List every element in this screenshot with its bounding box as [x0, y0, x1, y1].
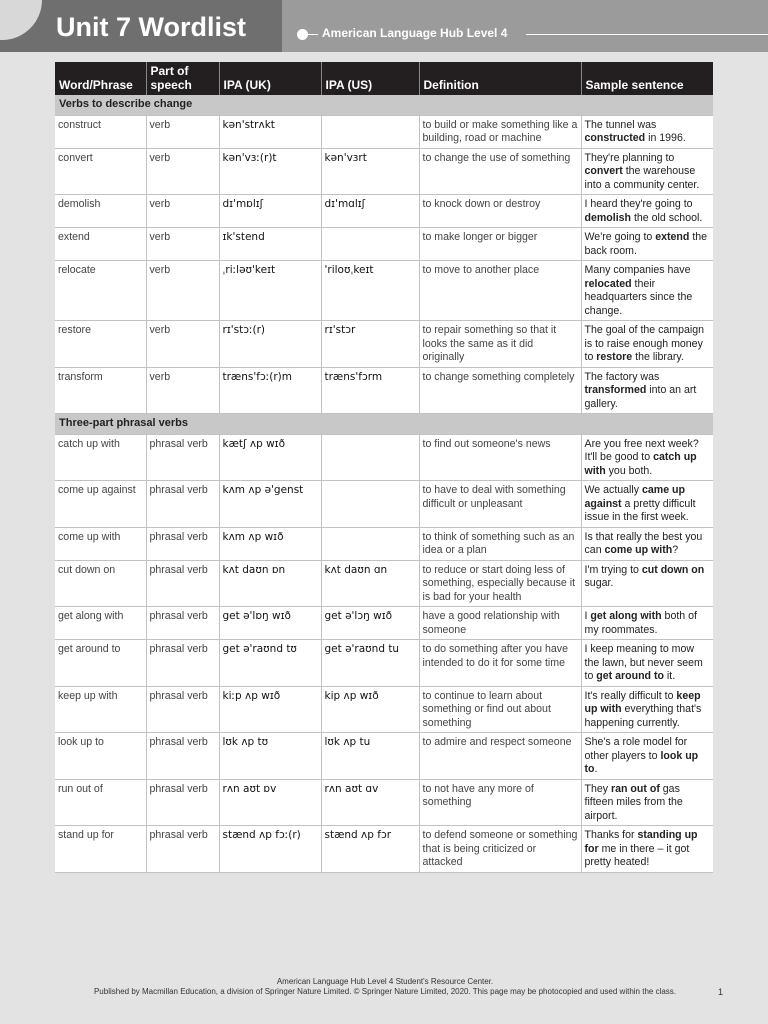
sentence-text: both of my roommates.: [584, 610, 697, 636]
ipa-us-cell: kən'vɜrt: [321, 148, 419, 195]
highlighted-phrase: standing up for: [584, 829, 698, 855]
definition-cell: to not have any more of something: [419, 779, 581, 826]
sentence-text: their headquarters since the change.: [584, 277, 693, 317]
definition-cell: to continue to learn about something or find out about something: [419, 686, 581, 733]
sentence-text: everything that's happening currently.: [584, 703, 702, 729]
highlighted-phrase: constructed: [584, 132, 646, 144]
sample-sentence-cell: [581, 321, 713, 368]
footer-line-2: Published by Macmillan Education, a division of Springer Nature Limited. © Springer Nature Limited, 2020. This page may be photocopied and used within the class.: [93, 987, 677, 996]
word-cell: relocate: [55, 261, 146, 321]
sample-sentence-cell: [581, 261, 713, 321]
title-box: [0, 0, 282, 52]
sentence-text: Many companies have: [584, 264, 691, 276]
sentence-text: We're going to: [584, 231, 656, 243]
sample-sentence-cell: [581, 115, 713, 148]
definition-cell: to make longer or bigger: [419, 228, 581, 261]
page-title: Unit 7 Wordlist: [56, 12, 247, 42]
word-cell: demolish: [55, 195, 146, 228]
sentence-text: I'm trying to: [584, 563, 642, 576]
decorative-circle-icon: [0, 0, 42, 40]
definition-cell: to have to deal with something difficult or unpleasant: [419, 481, 581, 528]
sentence-text: It's really difficult to: [584, 689, 677, 702]
definition-cell: to find out someone's news: [419, 434, 581, 481]
page-number: 1: [718, 987, 724, 997]
sentence-text: We actually: [584, 484, 643, 496]
sentence-text: Is that really the best you can: [584, 530, 703, 556]
table-row: [55, 607, 713, 640]
highlighted-phrase: look up to: [584, 749, 699, 775]
ipa-us-cell: rʌn aʊt ɑv: [321, 779, 419, 826]
ipa-uk-cell: kʌm ʌp wɪð: [219, 527, 321, 560]
table-row: [55, 640, 713, 687]
word-cell: cut down on: [55, 560, 146, 607]
definition-cell: to reduce or start doing less of something, especially because it is bad for your health: [419, 560, 581, 607]
table-row: [55, 261, 713, 321]
footer-line-1: American Language Hub Level 4 Student's Resource Center.: [276, 977, 494, 986]
table-row: [55, 481, 713, 528]
definition-cell: have a good relationship with someone: [419, 607, 581, 640]
sentence-text: I heard they're going to: [584, 198, 693, 210]
definition-cell: to admire and respect someone: [419, 733, 581, 780]
column-header-ipa-us: IPA (US): [321, 62, 419, 95]
sample-sentence-cell: [581, 640, 713, 687]
sentence-text: you both.: [605, 464, 653, 477]
definition-cell: to change the use of something: [419, 148, 581, 195]
ipa-us-cell: kip ʌp wɪð: [321, 686, 419, 733]
column-header-pos: Part of speech: [146, 62, 219, 95]
table-row: [55, 115, 713, 148]
definition-cell: to knock down or destroy: [419, 195, 581, 228]
sample-sentence-cell: [581, 434, 713, 481]
word-cell: get along with: [55, 607, 146, 640]
wordlist-container: [55, 62, 713, 873]
word-cell: stand up for: [55, 826, 146, 873]
highlighted-phrase: convert: [584, 165, 623, 177]
word-cell: look up to: [55, 733, 146, 780]
table-row: [55, 560, 713, 607]
sentence-text: She's a role model for other players to: [584, 736, 688, 762]
table-row: [55, 826, 713, 873]
ipa-uk-cell: get ə'lɒŋ wɪð: [219, 607, 321, 640]
section-title: Three-part phrasal verbs: [55, 414, 713, 435]
sample-sentence-cell: [581, 607, 713, 640]
page-header: [0, 0, 768, 52]
ipa-us-cell: kʌt daʊn ɑn: [321, 560, 419, 607]
pos-cell: phrasal verb: [146, 640, 219, 687]
sentence-text: the library.: [632, 351, 684, 363]
sentence-text: a pretty difficult issue in the first week.: [584, 497, 696, 523]
sentence-text: in 1996.: [645, 132, 686, 144]
sample-sentence-cell: [581, 733, 713, 780]
ipa-uk-cell: kʌm ʌp ə'genst: [219, 481, 321, 528]
word-cell: catch up with: [55, 434, 146, 481]
pos-cell: phrasal verb: [146, 527, 219, 560]
highlighted-phrase: transformed: [584, 384, 647, 396]
pos-cell: phrasal verb: [146, 560, 219, 607]
ipa-us-cell: [321, 228, 419, 261]
sample-sentence-cell: [581, 826, 713, 873]
ipa-uk-cell: rɪ'stɔː(r): [219, 321, 321, 368]
word-cell: run out of: [55, 779, 146, 826]
sample-sentence-cell: [581, 779, 713, 826]
pos-cell: verb: [146, 148, 219, 195]
word-cell: construct: [55, 115, 146, 148]
sentence-text: me in there – it got pretty heated!: [584, 842, 690, 868]
sentence-text: the old school.: [631, 211, 703, 224]
ipa-uk-cell: kʌt daʊn ɒn: [219, 560, 321, 607]
ipa-us-cell: træns'fɔrm: [321, 367, 419, 414]
table-row: [55, 195, 713, 228]
word-cell: come up with: [55, 527, 146, 560]
ipa-uk-cell: træns'fɔː(r)m: [219, 367, 321, 414]
ipa-us-cell: [321, 481, 419, 528]
sentence-text: the warehouse into a community center.: [584, 165, 700, 191]
section-row: [55, 414, 713, 435]
ipa-us-cell: dɪ'mɑlɪʃ: [321, 195, 419, 228]
table-row: [55, 321, 713, 368]
highlighted-phrase: relocated: [584, 277, 632, 290]
sentence-text: The goal of the campaign is to raise enough money to: [584, 324, 705, 363]
sentence-text: Are you free next week? It'll be good to: [584, 437, 699, 463]
sentence-text: They're planning to: [584, 151, 675, 164]
column-header-word: Word/Phrase: [55, 62, 146, 95]
sentence-text: .: [594, 763, 598, 775]
table-row: [55, 367, 713, 414]
highlighted-phrase: get along with: [590, 610, 662, 622]
sentence-text: They: [584, 782, 611, 795]
table-row: [55, 779, 713, 826]
ipa-uk-cell: kætʃ ʌp wɪð: [219, 434, 321, 481]
ipa-uk-cell: rʌn aʊt ɒv: [219, 779, 321, 826]
sentence-text: The factory was: [584, 370, 660, 383]
pos-cell: phrasal verb: [146, 686, 219, 733]
highlighted-phrase: demolish: [584, 211, 632, 224]
highlighted-phrase: get around to: [596, 670, 664, 682]
ipa-uk-cell: kən'strʌkt: [219, 115, 321, 148]
header-rule: [526, 34, 768, 35]
sample-sentence-cell: [581, 481, 713, 528]
ipa-us-cell: [321, 434, 419, 481]
ipa-uk-cell: kən'vɜː(r)t: [219, 148, 321, 195]
page-subtitle: American Language Hub Level 4: [322, 26, 508, 40]
ipa-uk-cell: get ə'raʊnd tʊ: [219, 640, 321, 687]
sentence-text: it.: [663, 670, 676, 682]
ipa-us-cell: stænd ʌp fɔr: [321, 826, 419, 873]
ipa-uk-cell: stænd ʌp fɔː(r): [219, 826, 321, 873]
sentence-text: ?: [672, 544, 679, 556]
ipa-us-cell: [321, 527, 419, 560]
highlighted-phrase: come up with: [604, 544, 673, 556]
section-row: [55, 95, 713, 115]
sample-sentence-cell: [581, 686, 713, 733]
pos-cell: verb: [146, 115, 219, 148]
table-header-row: [55, 62, 713, 95]
highlighted-phrase: catch up with: [584, 451, 697, 477]
sample-sentence-cell: [581, 527, 713, 560]
table-row: [55, 733, 713, 780]
sample-sentence-cell: [581, 367, 713, 414]
ipa-uk-cell: kiːp ʌp wɪð: [219, 686, 321, 733]
table-body: [55, 95, 713, 872]
sentence-text: gas fifteen miles from the airport.: [584, 782, 683, 822]
pos-cell: phrasal verb: [146, 733, 219, 780]
section-title: Verbs to describe change: [55, 95, 713, 115]
ipa-uk-cell: ˌriːləʊ'keɪt: [219, 261, 321, 321]
sample-sentence-cell: [581, 560, 713, 607]
definition-cell: to do something after you have intended to do it for some time: [419, 640, 581, 687]
word-cell: restore: [55, 321, 146, 368]
pos-cell: phrasal verb: [146, 481, 219, 528]
pos-cell: verb: [146, 195, 219, 228]
sentence-text: The tunnel was: [584, 118, 657, 131]
bullet-line: [306, 34, 318, 35]
definition-cell: to repair something so that it looks the same as it did originally: [419, 321, 581, 368]
sentence-text: sugar.: [584, 577, 614, 589]
definition-cell: to build or make something like a building, road or machine: [419, 115, 581, 148]
pos-cell: phrasal verb: [146, 779, 219, 826]
pos-cell: verb: [146, 261, 219, 321]
column-header-ipa-uk: IPA (UK): [219, 62, 321, 95]
ipa-us-cell: rɪ'stɔr: [321, 321, 419, 368]
sample-sentence-cell: [581, 148, 713, 195]
ipa-us-cell: lʊk ʌp tu: [321, 733, 419, 780]
column-header-sample: Sample sentence: [581, 62, 713, 95]
highlighted-phrase: came up against: [584, 484, 685, 510]
word-cell: come up against: [55, 481, 146, 528]
ipa-uk-cell: lʊk ʌp tʊ: [219, 733, 321, 780]
sentence-text: into an art gallery.: [584, 384, 697, 410]
sample-sentence-cell: [581, 195, 713, 228]
sentence-text: I keep meaning to mow the lawn, but never seem to: [584, 643, 703, 682]
sentence-text: Thanks for: [584, 829, 638, 841]
table-row: [55, 434, 713, 481]
highlighted-phrase: restore: [596, 351, 633, 363]
definition-cell: to change something completely: [419, 367, 581, 414]
pos-cell: phrasal verb: [146, 434, 219, 481]
sentence-text: the back room.: [584, 231, 708, 257]
highlighted-phrase: keep up with: [584, 689, 701, 715]
pos-cell: verb: [146, 321, 219, 368]
pos-cell: verb: [146, 367, 219, 414]
definition-cell: to think of something such as an idea or a plan: [419, 527, 581, 560]
pos-cell: phrasal verb: [146, 607, 219, 640]
pos-cell: verb: [146, 228, 219, 261]
word-cell: transform: [55, 367, 146, 414]
ipa-us-cell: [321, 115, 419, 148]
definition-cell: to move to another place: [419, 261, 581, 321]
highlighted-phrase: cut down on: [641, 563, 705, 576]
column-header-definition: Definition: [419, 62, 581, 95]
word-cell: keep up with: [55, 686, 146, 733]
word-cell: get around to: [55, 640, 146, 687]
table-row: [55, 686, 713, 733]
footer: [40, 977, 730, 997]
word-cell: extend: [55, 228, 146, 261]
ipa-us-cell: get ə'raʊnd tu: [321, 640, 419, 687]
sample-sentence-cell: [581, 228, 713, 261]
highlighted-phrase: ran out of: [611, 782, 660, 795]
pos-cell: phrasal verb: [146, 826, 219, 873]
ipa-us-cell: 'riloʊˌkeɪt: [321, 261, 419, 321]
sentence-text: I: [584, 610, 591, 622]
ipa-us-cell: get ə'lɔŋ wɪð: [321, 607, 419, 640]
wordlist-table: [55, 62, 713, 873]
table-row: [55, 148, 713, 195]
table-row: [55, 228, 713, 261]
word-cell: convert: [55, 148, 146, 195]
highlighted-phrase: extend: [655, 231, 690, 243]
table-row: [55, 527, 713, 560]
ipa-uk-cell: dɪ'mɒlɪʃ: [219, 195, 321, 228]
ipa-uk-cell: ɪk'stend: [219, 228, 321, 261]
definition-cell: to defend someone or something that is being criticized or attacked: [419, 826, 581, 873]
